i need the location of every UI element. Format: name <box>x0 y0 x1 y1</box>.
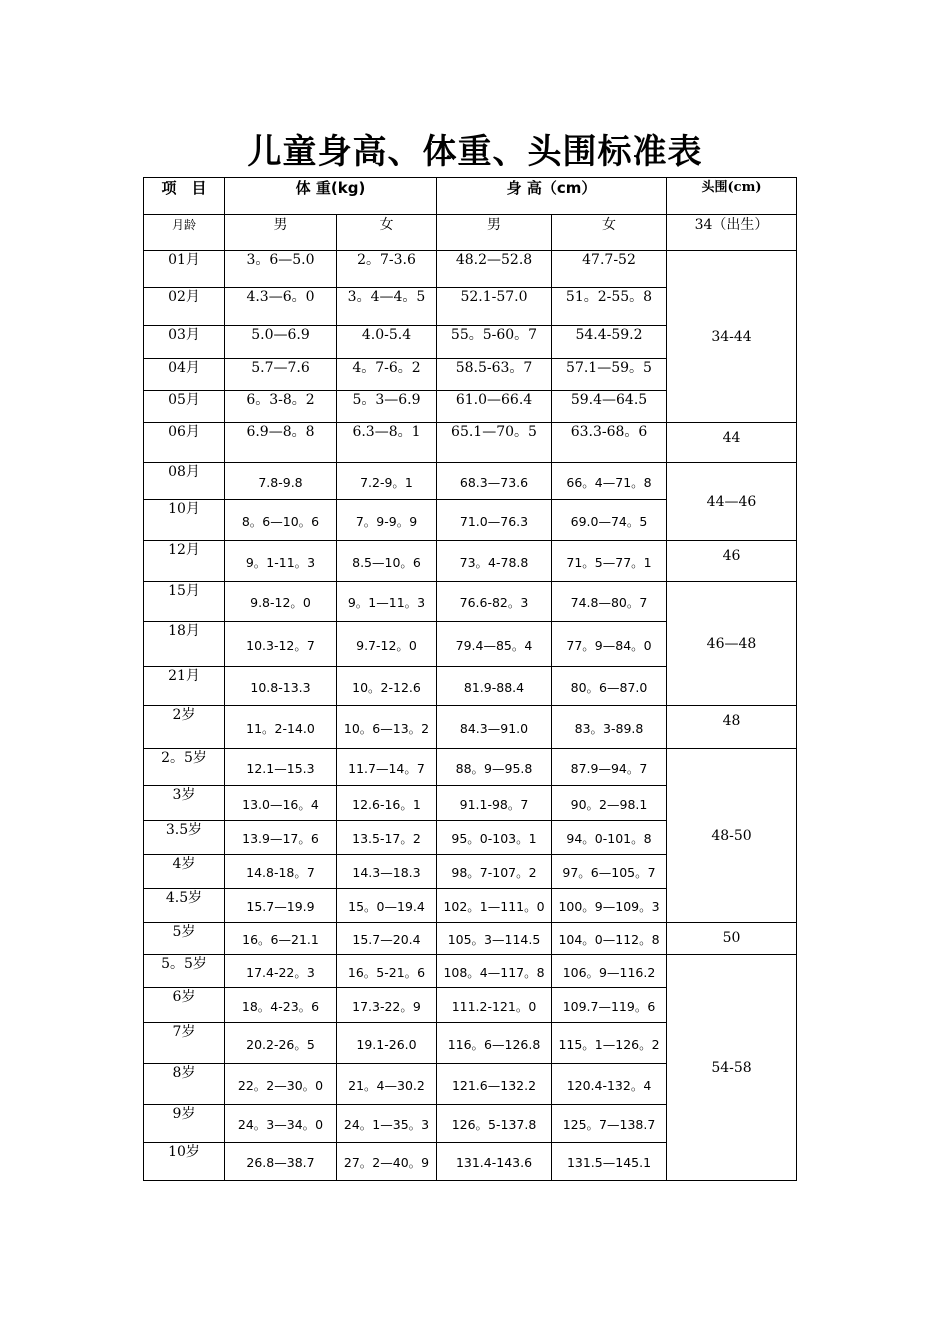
subheader-male-weight: 男 <box>225 215 337 251</box>
age-cell: 2岁 <box>144 706 225 749</box>
head-circumference-cell: 44—46 <box>667 463 797 541</box>
age-cell: 7岁 <box>144 1023 225 1064</box>
value-cell-fw: 9。1—11。3 <box>337 582 437 622</box>
value-cell-fh: 74.8—80。7 <box>552 582 667 622</box>
value-cell-mh: 98。7-107。2 <box>437 855 552 889</box>
value-cell-fw: 5。3—6.9 <box>337 391 437 423</box>
value-cell-fh: 120.4-132。4 <box>552 1064 667 1105</box>
value-cell-fh: 106。9—116.2 <box>552 955 667 988</box>
value-cell-mh: 121.6—132.2 <box>437 1064 552 1105</box>
value-cell-fh: 104。0—112。8 <box>552 923 667 955</box>
value-cell-mh: 65.1—70。5 <box>437 423 552 463</box>
value-cell-fw: 11.7—14。7 <box>337 749 437 786</box>
value-cell-mh: 79.4—85。4 <box>437 622 552 667</box>
table-row <box>144 706 797 749</box>
value-cell-mh: 102。1—111。0 <box>437 889 552 923</box>
value-cell-mh: 61.0—66.4 <box>437 391 552 423</box>
value-cell-mh: 84.3—91.0 <box>437 706 552 749</box>
value-cell-fh: 83。3-89.8 <box>552 706 667 749</box>
value-cell-fh: 109.7—119。6 <box>552 988 667 1023</box>
value-cell-mw: 8。6—10。6 <box>225 500 337 541</box>
value-cell-mh: 52.1-57.0 <box>437 288 552 326</box>
value-cell-fh: 63.3-68。6 <box>552 423 667 463</box>
value-cell-fh: 77。9—84。0 <box>552 622 667 667</box>
value-cell-fw: 7。9-9。9 <box>337 500 437 541</box>
page-title: 儿童身高、体重、头围标准表 <box>247 132 703 172</box>
subheader-head-birth: 34（出生） <box>667 215 797 251</box>
value-cell-mw: 20.2-26。5 <box>225 1023 337 1064</box>
head-circumference-cell: 48 <box>667 706 797 749</box>
table-row <box>144 923 797 955</box>
value-cell-mh: 71.0—76.3 <box>437 500 552 541</box>
value-cell-fw: 4.0-5.4 <box>337 326 437 359</box>
age-cell: 15月 <box>144 582 225 622</box>
value-cell-mw: 14.8-18。7 <box>225 855 337 889</box>
value-cell-mw: 9。1-11。3 <box>225 541 337 582</box>
head-circumference-cell: 34-44 <box>667 251 797 423</box>
value-cell-mh: 76.6-82。3 <box>437 582 552 622</box>
value-cell-fh: 131.5—145.1 <box>552 1143 667 1181</box>
age-cell: 8岁 <box>144 1064 225 1105</box>
value-cell-fw: 19.1-26.0 <box>337 1023 437 1064</box>
age-cell: 9岁 <box>144 1105 225 1143</box>
age-cell: 10岁 <box>144 1143 225 1181</box>
value-cell-mw: 13.9—17。6 <box>225 821 337 855</box>
subheader-female-height: 女 <box>552 215 667 251</box>
age-cell: 12月 <box>144 541 225 582</box>
value-cell-fw: 17.3-22。9 <box>337 988 437 1023</box>
value-cell-mw: 17.4-22。3 <box>225 955 337 988</box>
value-cell-mh: 73。4-78.8 <box>437 541 552 582</box>
value-cell-mw: 6.9—8。8 <box>225 423 337 463</box>
value-cell-mw: 11。2-14.0 <box>225 706 337 749</box>
value-cell-fw: 10。2-12.6 <box>337 667 437 706</box>
age-cell: 2。5岁 <box>144 749 225 786</box>
value-cell-fw: 15.7—20.4 <box>337 923 437 955</box>
value-cell-fh: 125。7—138.7 <box>552 1105 667 1143</box>
value-cell-mw: 13.0—16。4 <box>225 786 337 821</box>
value-cell-fh: 100。9—109。3 <box>552 889 667 923</box>
value-cell-fw: 8.5—10。6 <box>337 541 437 582</box>
value-cell-mw: 5.7—7.6 <box>225 359 337 391</box>
table-row <box>144 541 797 582</box>
age-cell: 18月 <box>144 622 225 667</box>
value-cell-mh: 48.2—52.8 <box>437 251 552 288</box>
value-cell-mw: 9.8-12。0 <box>225 582 337 622</box>
head-circumference-cell: 54-58 <box>667 955 797 1181</box>
age-cell: 5岁 <box>144 923 225 955</box>
table-row <box>144 423 797 463</box>
age-cell: 08月 <box>144 463 225 500</box>
value-cell-fw: 13.5-17。2 <box>337 821 437 855</box>
value-cell-mh: 126。5-137.8 <box>437 1105 552 1143</box>
value-cell-fh: 47.7-52 <box>552 251 667 288</box>
age-cell: 02月 <box>144 288 225 326</box>
value-cell-fh: 94。0-101。8 <box>552 821 667 855</box>
value-cell-mw: 24。3—34。0 <box>225 1105 337 1143</box>
growth-standard-table <box>143 177 797 1181</box>
value-cell-mw: 16。6—21.1 <box>225 923 337 955</box>
value-cell-mw: 10.8-13.3 <box>225 667 337 706</box>
age-cell: 05月 <box>144 391 225 423</box>
table-row <box>144 582 797 622</box>
value-cell-fh: 51。2-55。8 <box>552 288 667 326</box>
value-cell-mw: 6。3-8。2 <box>225 391 337 423</box>
value-cell-mh: 111.2-121。0 <box>437 988 552 1023</box>
age-cell: 4.5岁 <box>144 889 225 923</box>
value-cell-fw: 24。1—35。3 <box>337 1105 437 1143</box>
value-cell-mh: 116。6—126.8 <box>437 1023 552 1064</box>
value-cell-mh: 68.3—73.6 <box>437 463 552 500</box>
value-cell-fh: 97。6—105。7 <box>552 855 667 889</box>
value-cell-fh: 80。6—87.0 <box>552 667 667 706</box>
age-cell: 5。5岁 <box>144 955 225 988</box>
header-item: 项 目 <box>144 178 225 215</box>
subheader-female-weight: 女 <box>337 215 437 251</box>
value-cell-mw: 15.7—19.9 <box>225 889 337 923</box>
value-cell-mw: 12.1—15.3 <box>225 749 337 786</box>
age-cell: 03月 <box>144 326 225 359</box>
value-cell-fw: 10。6—13。2 <box>337 706 437 749</box>
value-cell-mh: 105。3—114.5 <box>437 923 552 955</box>
head-circumference-cell: 50 <box>667 923 797 955</box>
value-cell-mh: 131.4-143.6 <box>437 1143 552 1181</box>
value-cell-fh: 71。5—77。1 <box>552 541 667 582</box>
table-subheader-row <box>144 215 797 251</box>
table-row <box>144 749 797 786</box>
table-header-row <box>144 178 797 215</box>
value-cell-fw: 7.2-9。1 <box>337 463 437 500</box>
value-cell-fw: 15。0—19.4 <box>337 889 437 923</box>
value-cell-mw: 5.0—6.9 <box>225 326 337 359</box>
header-head: 头围(cm) <box>667 178 797 215</box>
head-circumference-cell: 46—48 <box>667 582 797 706</box>
value-cell-mh: 88。9—95.8 <box>437 749 552 786</box>
value-cell-mh: 108。4—117。8 <box>437 955 552 988</box>
value-cell-fw: 2。7-3.6 <box>337 251 437 288</box>
age-cell: 3.5岁 <box>144 821 225 855</box>
age-cell: 01月 <box>144 251 225 288</box>
header-weight: 体 重(kg) <box>225 178 437 215</box>
value-cell-fw: 3。4—4。5 <box>337 288 437 326</box>
table-row <box>144 251 797 288</box>
value-cell-mw: 10.3-12。7 <box>225 622 337 667</box>
value-cell-mh: 91.1-98。7 <box>437 786 552 821</box>
value-cell-fh: 59.4—64.5 <box>552 391 667 423</box>
value-cell-fw: 12.6-16。1 <box>337 786 437 821</box>
age-cell: 04月 <box>144 359 225 391</box>
value-cell-fw: 6.3—8。1 <box>337 423 437 463</box>
age-cell: 06月 <box>144 423 225 463</box>
age-cell: 10月 <box>144 500 225 541</box>
value-cell-fw: 27。2—40。9 <box>337 1143 437 1181</box>
value-cell-mh: 58.5-63。7 <box>437 359 552 391</box>
value-cell-fh: 69.0—74。5 <box>552 500 667 541</box>
value-cell-mh: 95。0-103。1 <box>437 821 552 855</box>
age-cell: 3岁 <box>144 786 225 821</box>
header-height: 身 高（cm） <box>437 178 667 215</box>
value-cell-mw: 26.8—38.7 <box>225 1143 337 1181</box>
value-cell-mw: 18。4-23。6 <box>225 988 337 1023</box>
value-cell-fh: 54.4-59.2 <box>552 326 667 359</box>
head-circumference-cell: 46 <box>667 541 797 582</box>
value-cell-fw: 14.3—18.3 <box>337 855 437 889</box>
value-cell-fw: 4。7-6。2 <box>337 359 437 391</box>
value-cell-fh: 66。4—71。8 <box>552 463 667 500</box>
value-cell-fw: 16。5-21。6 <box>337 955 437 988</box>
value-cell-mw: 7.8-9.8 <box>225 463 337 500</box>
value-cell-fh: 57.1—59。5 <box>552 359 667 391</box>
age-cell: 4岁 <box>144 855 225 889</box>
age-cell: 6岁 <box>144 988 225 1023</box>
age-cell: 21月 <box>144 667 225 706</box>
value-cell-fh: 90。2—98.1 <box>552 786 667 821</box>
value-cell-mw: 22。2—30。0 <box>225 1064 337 1105</box>
subheader-male-height: 男 <box>437 215 552 251</box>
value-cell-mw: 3。6—5.0 <box>225 251 337 288</box>
table-row <box>144 463 797 500</box>
head-circumference-cell: 48-50 <box>667 749 797 923</box>
table-row <box>144 955 797 988</box>
value-cell-fw: 9.7-12。0 <box>337 622 437 667</box>
value-cell-fw: 21。4—30.2 <box>337 1064 437 1105</box>
subheader-age: 月龄 <box>144 215 225 251</box>
value-cell-mw: 4.3—6。0 <box>225 288 337 326</box>
value-cell-fh: 87.9—94。7 <box>552 749 667 786</box>
value-cell-mh: 55。5-60。7 <box>437 326 552 359</box>
head-circumference-cell: 44 <box>667 423 797 463</box>
value-cell-mh: 81.9-88.4 <box>437 667 552 706</box>
value-cell-fh: 115。1—126。2 <box>552 1023 667 1064</box>
